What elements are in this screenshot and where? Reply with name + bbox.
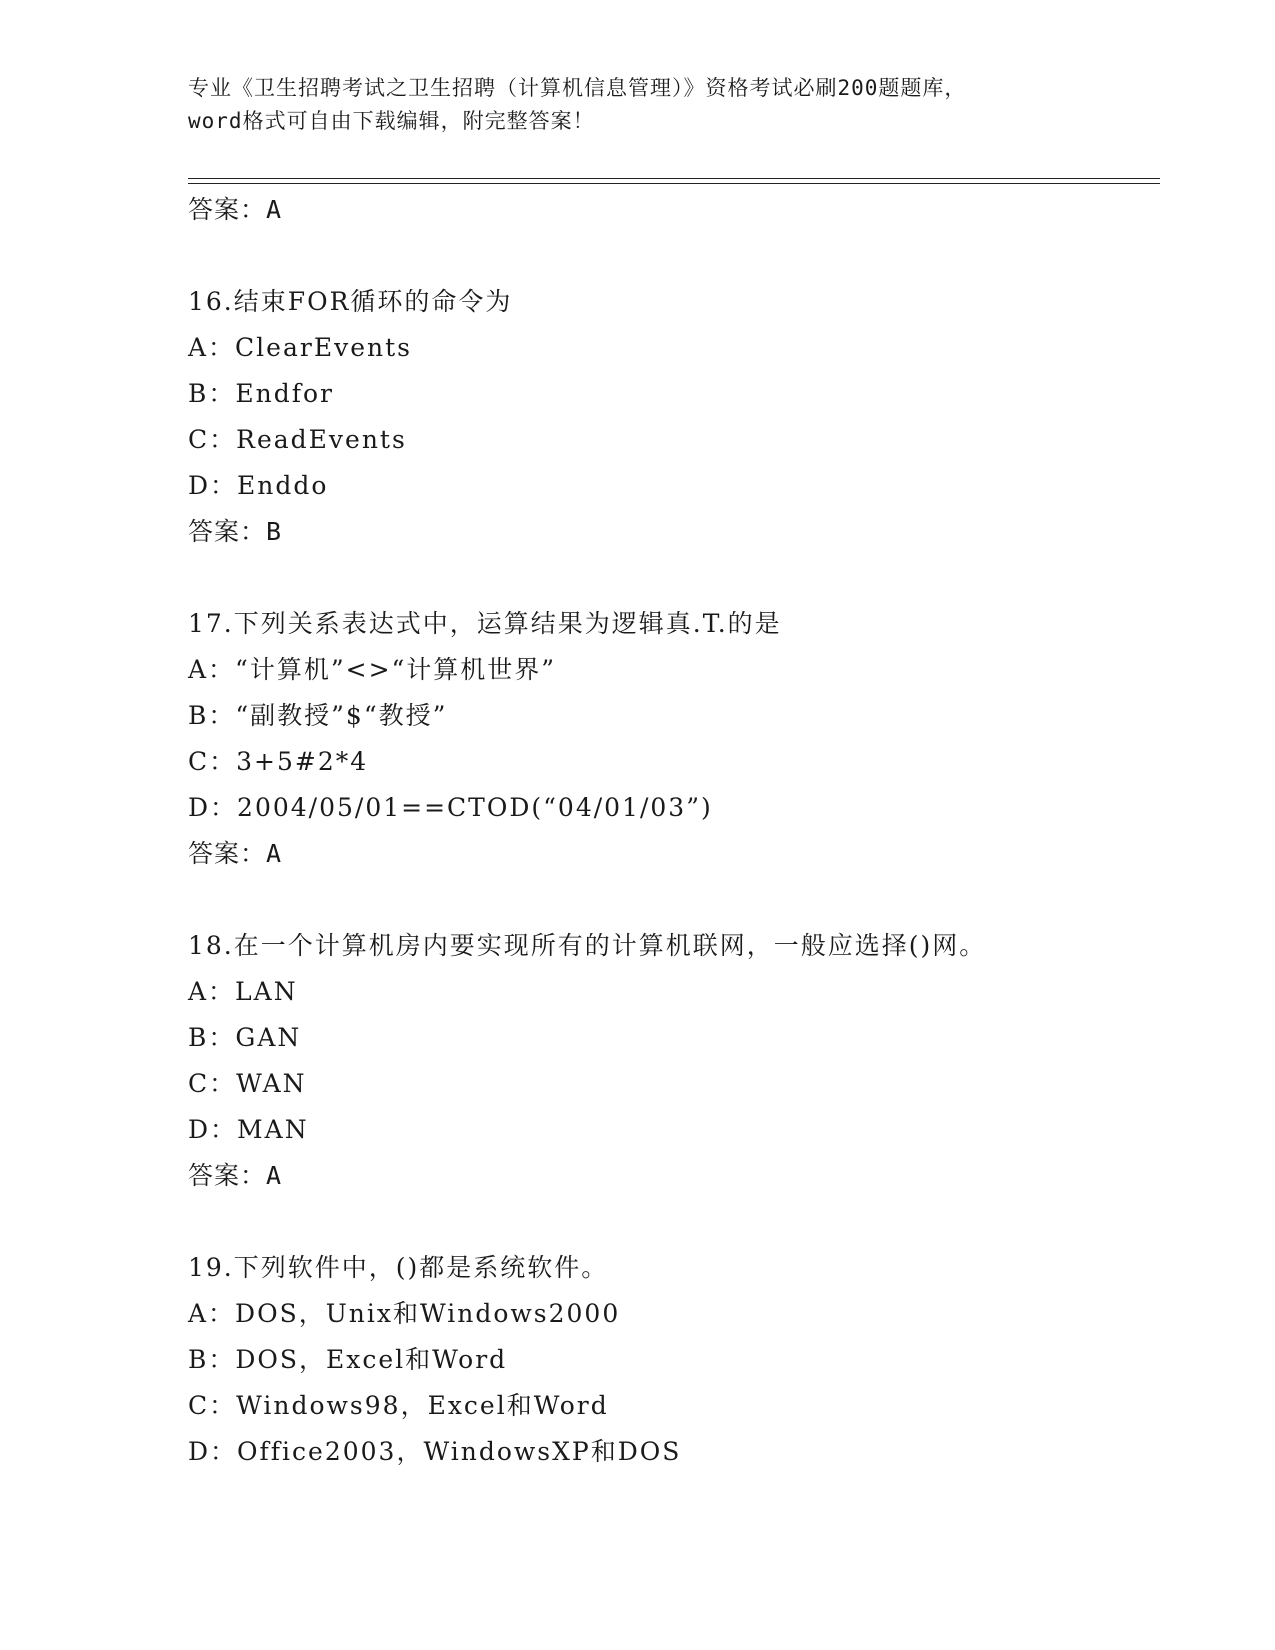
option-d: D：Office2003，WindowsXP和DOS xyxy=(188,1437,682,1466)
header-divider-bottom xyxy=(188,183,1160,184)
question-stem: 17.下列关系表达式中，运算结果为逻辑真.T.的是 xyxy=(188,609,782,638)
question-list xyxy=(188,187,1148,1475)
header-divider-top xyxy=(188,178,1160,179)
header-line-2: word格式可自由下载编辑，附完整答案！ xyxy=(188,109,595,133)
answer-line: 答案：B xyxy=(188,517,283,546)
option-b: B：“副教授”$“教授” xyxy=(188,701,448,730)
option-c: C：ReadEvents xyxy=(188,425,407,454)
answer-line: 答案：A xyxy=(188,839,283,868)
document-header xyxy=(188,72,1088,138)
question-stem: 19.下列软件中，()都是系统软件。 xyxy=(188,1253,609,1282)
option-a: A：“计算机”<>“计算机世界” xyxy=(188,655,557,684)
question-stem: 18.在一个计算机房内要实现所有的计算机联网，一般应选择()网。 xyxy=(188,931,987,960)
option-d: D：MAN xyxy=(188,1115,309,1144)
option-a: A：LAN xyxy=(188,977,298,1006)
option-b: B：GAN xyxy=(188,1023,302,1052)
option-b: B：Endfor xyxy=(188,379,334,408)
question-item xyxy=(188,601,1148,877)
header-line-1: 专业《卫生招聘考试之卫生招聘（计算机信息管理）》资格考试必刷200题题库， xyxy=(188,76,967,100)
question-item xyxy=(188,1245,1148,1475)
option-c: C：WAN xyxy=(188,1069,307,1098)
option-b: B：DOS，Excel和Word xyxy=(188,1345,508,1374)
option-c: C：Windows98，Excel和Word xyxy=(188,1391,609,1420)
answer-line: 答案：A xyxy=(188,195,283,224)
answer-line: 答案：A xyxy=(188,1161,283,1190)
option-a: A：DOS，Unix和Windows2000 xyxy=(188,1299,621,1328)
question-item xyxy=(188,923,1148,1199)
question-stem: 16.结束FOR循环的命令为 xyxy=(188,287,513,316)
option-a: A：ClearEvents xyxy=(188,333,412,362)
option-d: D：Enddo xyxy=(188,471,329,500)
option-c: C：3+5#2*4 xyxy=(188,747,369,776)
question-item xyxy=(188,279,1148,555)
option-d: D：2004/05/01==CTOD(“04/01/03”) xyxy=(188,793,713,822)
